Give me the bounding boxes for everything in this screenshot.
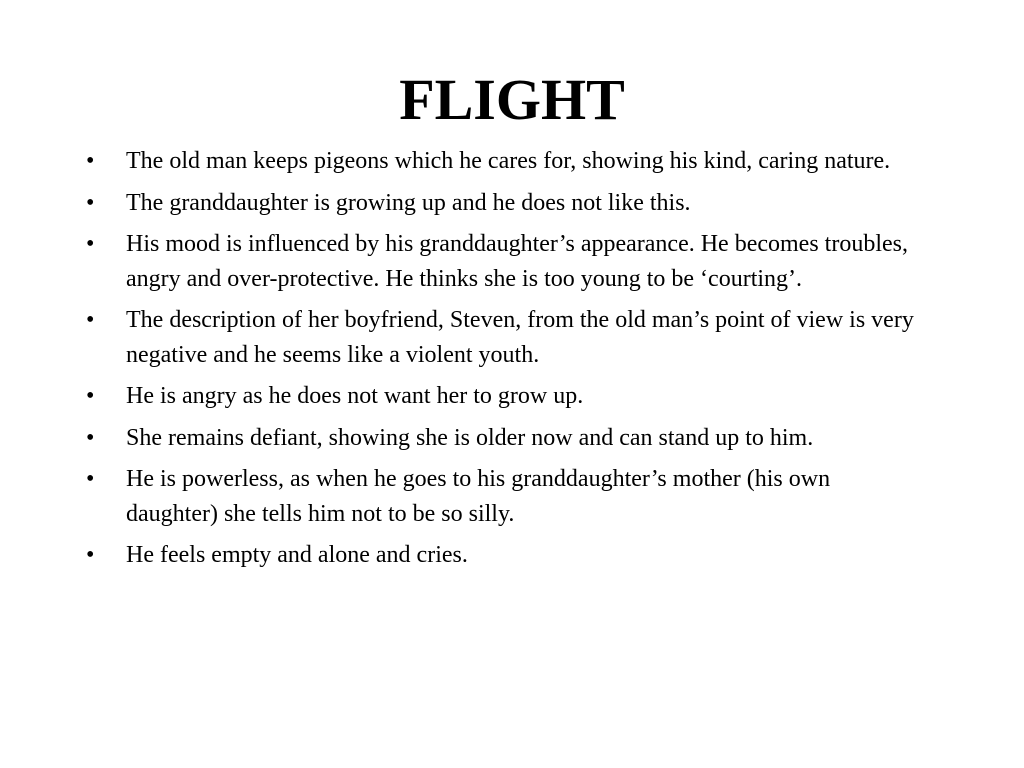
bullet-text: The description of her boyfriend, Steven, from the old man’s point of view is very negative and he seems like a violent youth.	[126, 307, 914, 368]
bullet-item	[86, 379, 926, 414]
bullet-text: The old man keeps pigeons which he cares for, showing his kind, caring nature.	[126, 148, 891, 174]
bullet-text: His mood is influenced by his granddaughter’s appearance. He becomes troubles, angry and over-protective. He thinks she is too young to be ‘courting’.	[126, 231, 908, 292]
bullet-item	[86, 538, 926, 573]
bullet-text: He is angry as he does not want her to grow up.	[126, 383, 584, 409]
bullet-dot-icon: •	[86, 383, 95, 409]
bullet-dot-icon: •	[86, 424, 95, 451]
bullet-dot-icon: •	[86, 189, 95, 216]
bullet-text: The granddaughter is growing up and he does not like this.	[126, 189, 691, 216]
bullet-item	[86, 303, 926, 372]
bullet-item	[86, 227, 926, 296]
bullet-item	[86, 421, 926, 456]
slide-title: FLIGHT	[399, 67, 625, 132]
bullet-dot-icon: •	[86, 148, 95, 174]
bullet-dot-icon: •	[86, 231, 95, 257]
bullet-dot-icon: •	[86, 466, 95, 492]
bullet-item	[86, 462, 926, 531]
bullet-dot-icon: •	[86, 307, 95, 333]
bullet-text: He feels empty and alone and cries.	[126, 542, 468, 568]
bullet-dot-icon: •	[86, 542, 95, 568]
bullet-item	[86, 144, 926, 179]
bullet-text: She remains defiant, showing she is older now and can stand up to him.	[126, 424, 814, 451]
bullet-text: He is powerless, as when he goes to his granddaughter’s mother (his own daughter) she tells him not to be so silly.	[126, 466, 831, 527]
bullet-item	[86, 186, 926, 221]
bullet-list	[86, 144, 926, 580]
